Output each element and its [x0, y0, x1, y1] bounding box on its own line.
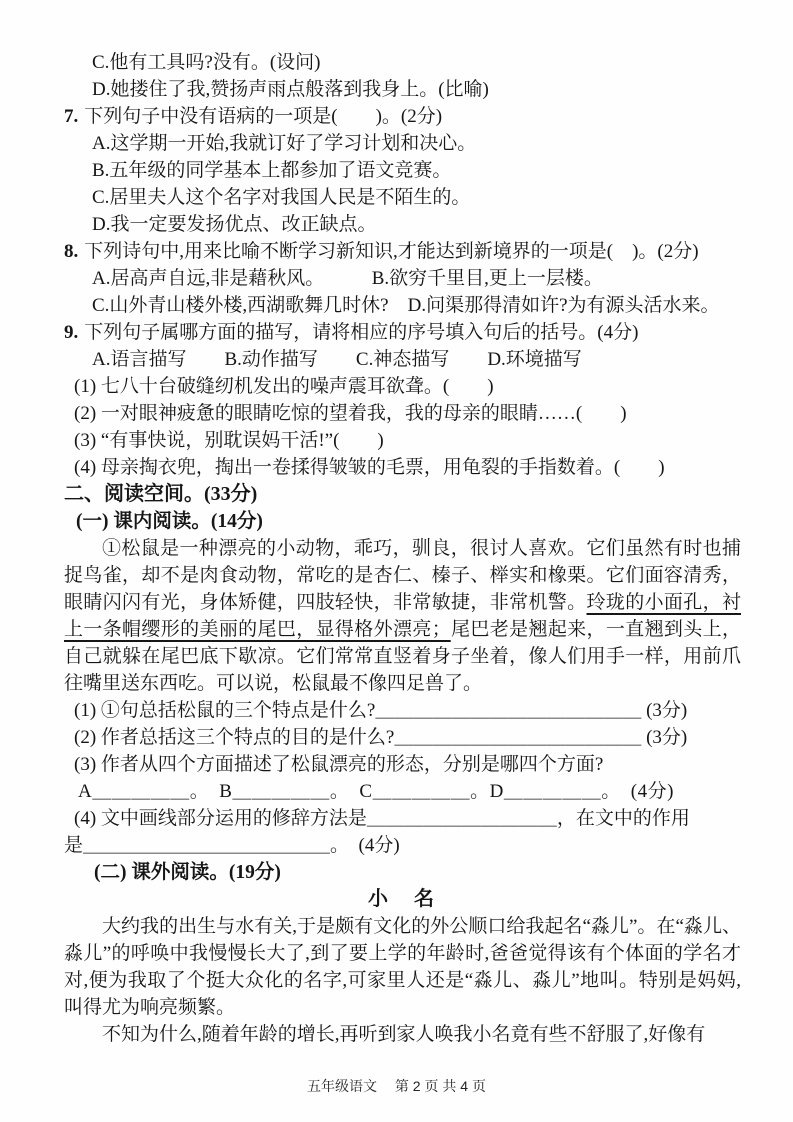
- passage2-title: 小 名: [368, 888, 437, 910]
- q7-stem-line: [64, 103, 741, 130]
- part1-subq-4-line1: (4) 文中画线部分运用的修辞方法是＿＿＿＿＿＿＿＿＿＿，在文中的作用: [74, 808, 690, 829]
- q9-item-3: (3) “有事快说，别耽误妈干活!”( ): [74, 430, 384, 451]
- q8-options-cd: C.山外青山楼外楼,西湖歌舞几时休? D.问渠那得清如许?为有源头活水来。: [92, 295, 720, 316]
- q7-number: 7.: [64, 106, 79, 127]
- q6-option-d: D.她搂住了我,赞扬声雨点般落到我身上。(比喻): [92, 79, 489, 100]
- passage-text-pre: ①松鼠是一种漂亮的小动物，乖巧，驯良，很讨人喜欢。它们虽然有时也捕捉鸟雀，却不是肉食动物，常吃的是杏仁、榛子、榉实和橡栗。它们面容清秀，眼睛闪闪有光，身体矫健，四肢轻快，非常敏捷，非常机警。: [64, 538, 741, 613]
- q9-stem-line: [64, 319, 741, 346]
- part1-heading: (一) 课内阅读。(14分): [76, 511, 263, 532]
- q9-item-4: (4) 母亲掏衣兜，掏出一卷揉得皱皱的毛票，用龟裂的手指数着。( ): [74, 457, 665, 478]
- q9-stem: 下列句子属哪方面的描写，请将相应的序号填入句后的括号。(4分): [84, 322, 639, 343]
- part1-subq-3-blanks: A＿＿＿＿＿。 B＿＿＿＿＿。 C＿＿＿＿＿。D＿＿＿＿＿。 (4分): [78, 781, 674, 802]
- part1-subq-3: (3) 作者从四个方面描述了松鼠漂亮的形态，分别是哪四个方面?: [74, 754, 604, 775]
- q9-item-1: (1) 七八十台破缝纫机发出的噪声震耳欲聋。( ): [74, 376, 494, 397]
- q8-number: 8.: [64, 241, 79, 262]
- part1-subq-1: (1) ①句总括松鼠的三个特点是什么?＿＿＿＿＿＿＿＿＿＿＿＿＿＿ (3分): [74, 700, 688, 721]
- part1-subq-2: (2) 作者总括这三个特点的目的是什么?＿＿＿＿＿＿＿＿＿＿＿＿＿ (3分): [74, 727, 688, 748]
- q7-option-b: B.五年级的同学基本上都参加了语文竞赛。: [92, 160, 452, 181]
- passage-underlined-text: 玲珑的小面孔，衬上一条帽缨形的美丽的尾巴，显得格外漂亮；: [64, 592, 741, 640]
- passage-text-post: 尾巴老是翘起来，一直翘到头上，自己就躲在尾巴底下歇凉。它们常常直竖着身子坐着，像人们用手一样，用前爪往嘴里送东西吃。可以说，松鼠最不像四足兽了。: [64, 619, 741, 694]
- q8-stem-line: [64, 238, 741, 265]
- q9-categories: A.语言描写 B.动作描写 C.神态描写 D.环境描写: [92, 349, 582, 370]
- q6-option-c: C.他有工具吗?没有。(设问): [92, 52, 321, 73]
- passage2-paragraph-2: 不知为什么,随着年龄的增长,再听到家人唤我小名竟有些不舒服了,好像有: [102, 1024, 706, 1045]
- q7-option-c: C.居里夫人这个名字对我国人民是不陌生的。: [92, 187, 471, 208]
- part2-heading: (二) 课外阅读。(19分): [94, 862, 281, 883]
- q8-stem: 下列诗句中,用来比喻不断学习新知识,才能达到新境界的一项是( )。(2分): [84, 241, 699, 262]
- passage2-paragraph-1: 大约我的出生与水有关,于是颇有文化的外公顺口给我起名“淼儿”。在“淼儿、淼儿”的呼唤中我慢慢长大了,到了要上学的年龄时,爸爸觉得该有个体面的学名才对,便为我取了个挺大众化的名字,可家里人还是“淼儿、淼儿”地叫。特别是妈妈,叫得尤为响亮频繁。: [64, 916, 741, 1018]
- q7-option-d: D.我一定要发扬优点、改正缺点。: [92, 214, 377, 235]
- squirrel-passage: [64, 535, 741, 697]
- q7-stem: 下列句子中没有语病的一项是( )。(2分): [84, 106, 443, 127]
- page-footer: 五年级语文 第 2 页 共 4 页: [307, 1078, 486, 1094]
- q7-option-a: A.这学期一开始,我就订好了学习计划和决心。: [92, 133, 477, 154]
- part1-subq-4-line2: 是＿＿＿＿＿＿＿＿＿＿＿＿＿。 (4分): [64, 835, 400, 856]
- q9-number: 9.: [64, 322, 79, 343]
- q9-item-2: (2) 一对眼神疲惫的眼睛吃惊的望着我，我的母亲的眼睛……( ): [74, 403, 627, 424]
- q8-options-ab: A.居高声自远,非是藉秋风。 B.欲穷千里目,更上一层楼。: [92, 268, 603, 289]
- section2-heading: 二、阅读空间。(33分): [64, 483, 258, 505]
